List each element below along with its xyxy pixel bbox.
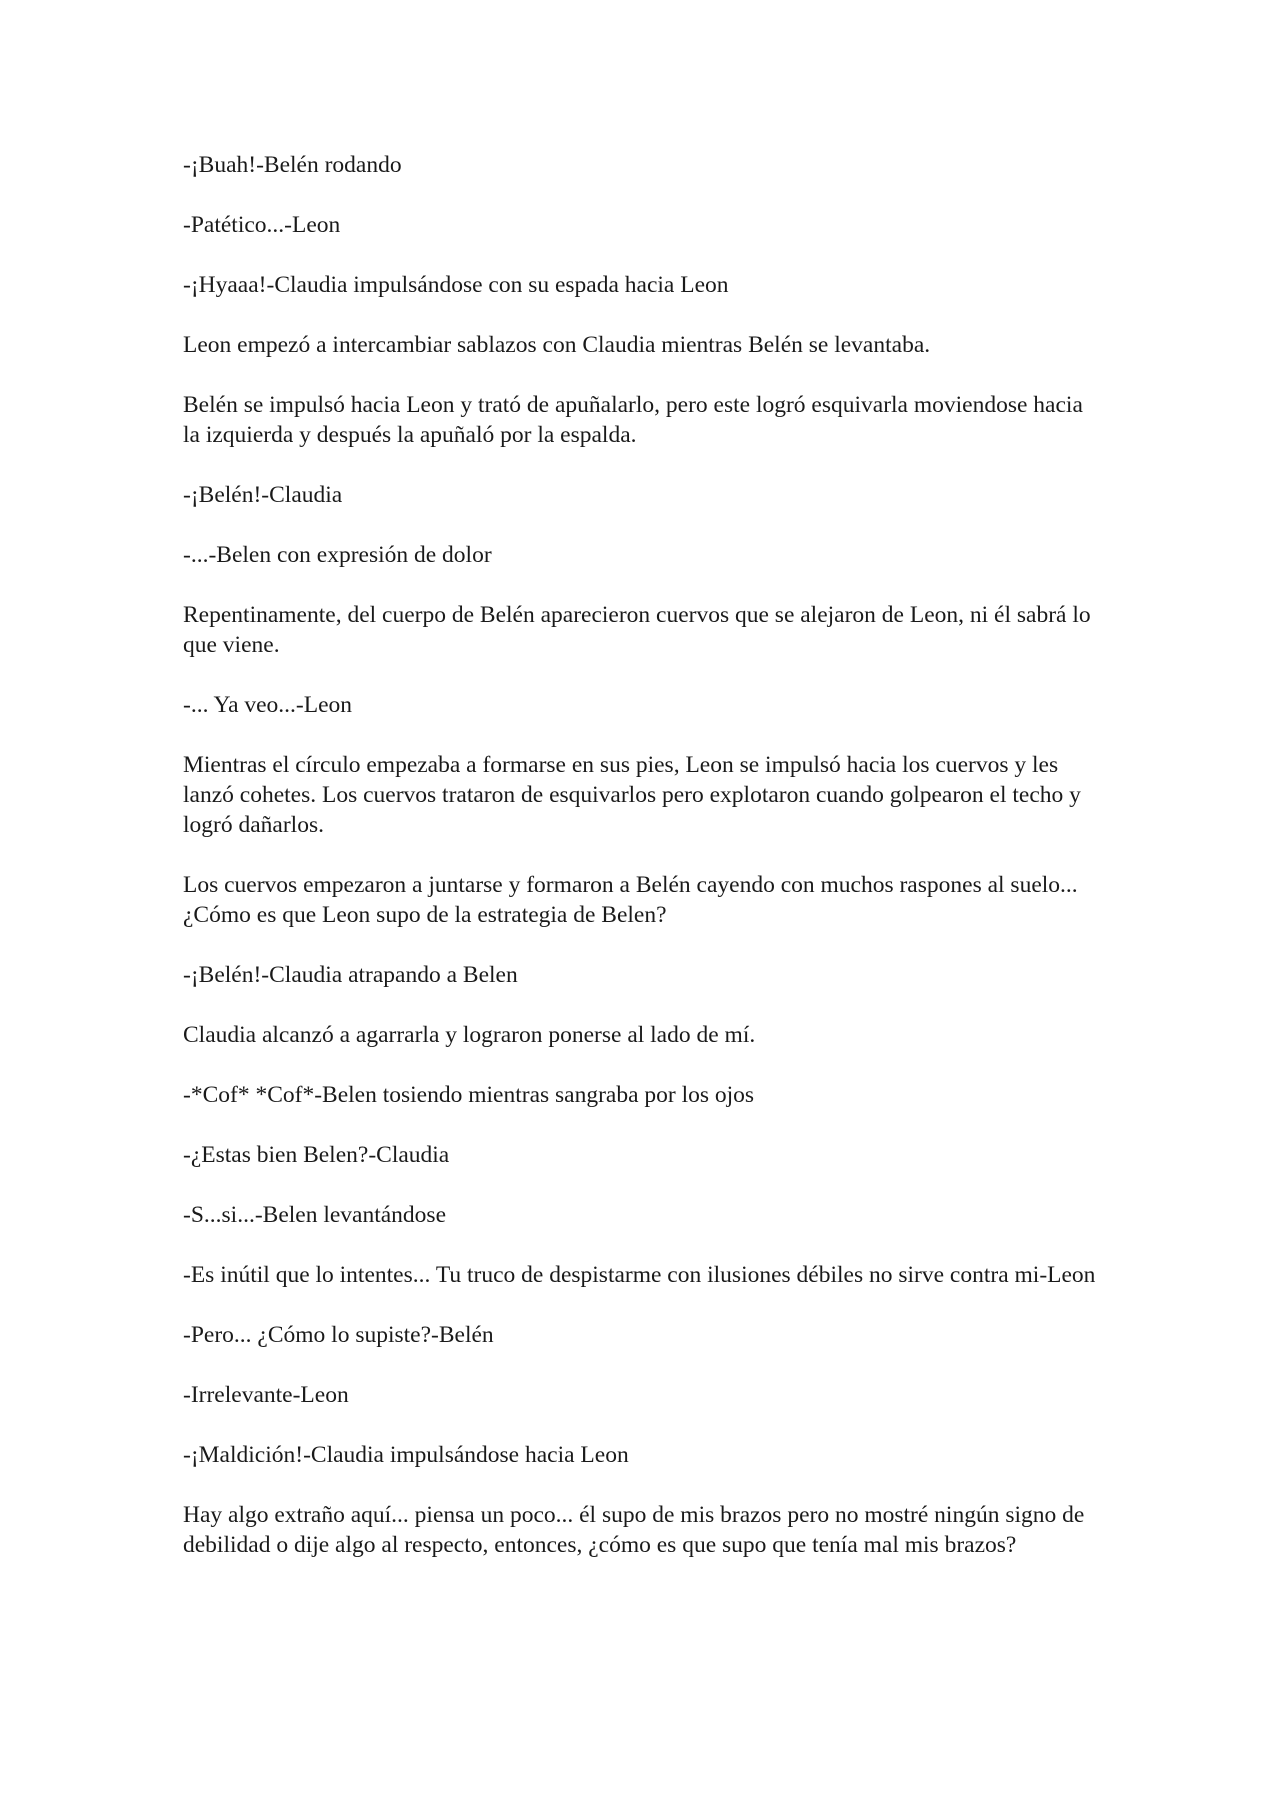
paragraph-4: Leon empezó a intercambiar sablazos con Claudia mientras Belén se levantaba. — [183, 332, 931, 358]
paragraph-1: -¡Buah!-Belén rodando — [183, 152, 402, 178]
paragraph-7: -...-Belen con expresión de dolor — [183, 542, 492, 568]
document-body — [183, 150, 1103, 1590]
paragraph-19: -Irrelevante-Leon — [183, 1382, 349, 1408]
paragraph-17: -Es inútil que lo intentes... Tu truco de despistarme con ilusiones débiles no sirve contra mi-Leon — [183, 1262, 1096, 1288]
paragraph-13: Claudia alcanzó a agarrarla y lograron ponerse al lado de mí. — [183, 1022, 756, 1048]
paragraph-20: -¡Maldición!-Claudia impulsándose hacia Leon — [183, 1442, 629, 1468]
paragraph-2: -Patético...-Leon — [183, 212, 341, 238]
paragraph-10: Mientras el círculo empezaba a formarse en sus pies, Leon se impulsó hacia los cuervos y les lanzó cohetes. Los cuervos trataron de esquivarlos pero explotaron cuando golpearon el techo y logró dañarlos. — [183, 752, 1081, 838]
paragraph-8: Repentinamente, del cuerpo de Belén aparecieron cuervos que se alejaron de Leon, ni él sabrá lo que viene. — [183, 602, 1091, 658]
paragraph-12: -¡Belén!-Claudia atrapando a Belen — [183, 962, 518, 988]
paragraph-5: Belén se impulsó hacia Leon y trató de apuñalarlo, pero este logró esquivarla moviendose hacia la izquierda y después la apuñaló por la espalda. — [183, 392, 1083, 448]
paragraph-11: Los cuervos empezaron a juntarse y formaron a Belén cayendo con muchos raspones al suelo... ¿Cómo es que Leon supo de la estrategia de Belen? — [183, 872, 1078, 928]
paragraph-18: -Pero... ¿Cómo lo supiste?-Belén — [183, 1322, 494, 1348]
paragraph-6: -¡Belén!-Claudia — [183, 482, 343, 508]
paragraph-14: -*Cof* *Cof*-Belen tosiendo mientras sangraba por los ojos — [183, 1082, 755, 1108]
paragraph-15: -¿Estas bien Belen?-Claudia — [183, 1142, 450, 1168]
paragraph-3: -¡Hyaaa!-Claudia impulsándose con su espada hacia Leon — [183, 272, 729, 298]
paragraph-21: Hay algo extraño aquí... piensa un poco... él supo de mis brazos pero no mostré ningún signo de debilidad o dije algo al respecto, entonces, ¿cómo es que supo que tenía mal mis brazos? — [183, 1502, 1085, 1558]
paragraph-9: -... Ya veo...-Leon — [183, 692, 353, 718]
paragraph-16: -S...si...-Belen levantándose — [183, 1202, 447, 1228]
